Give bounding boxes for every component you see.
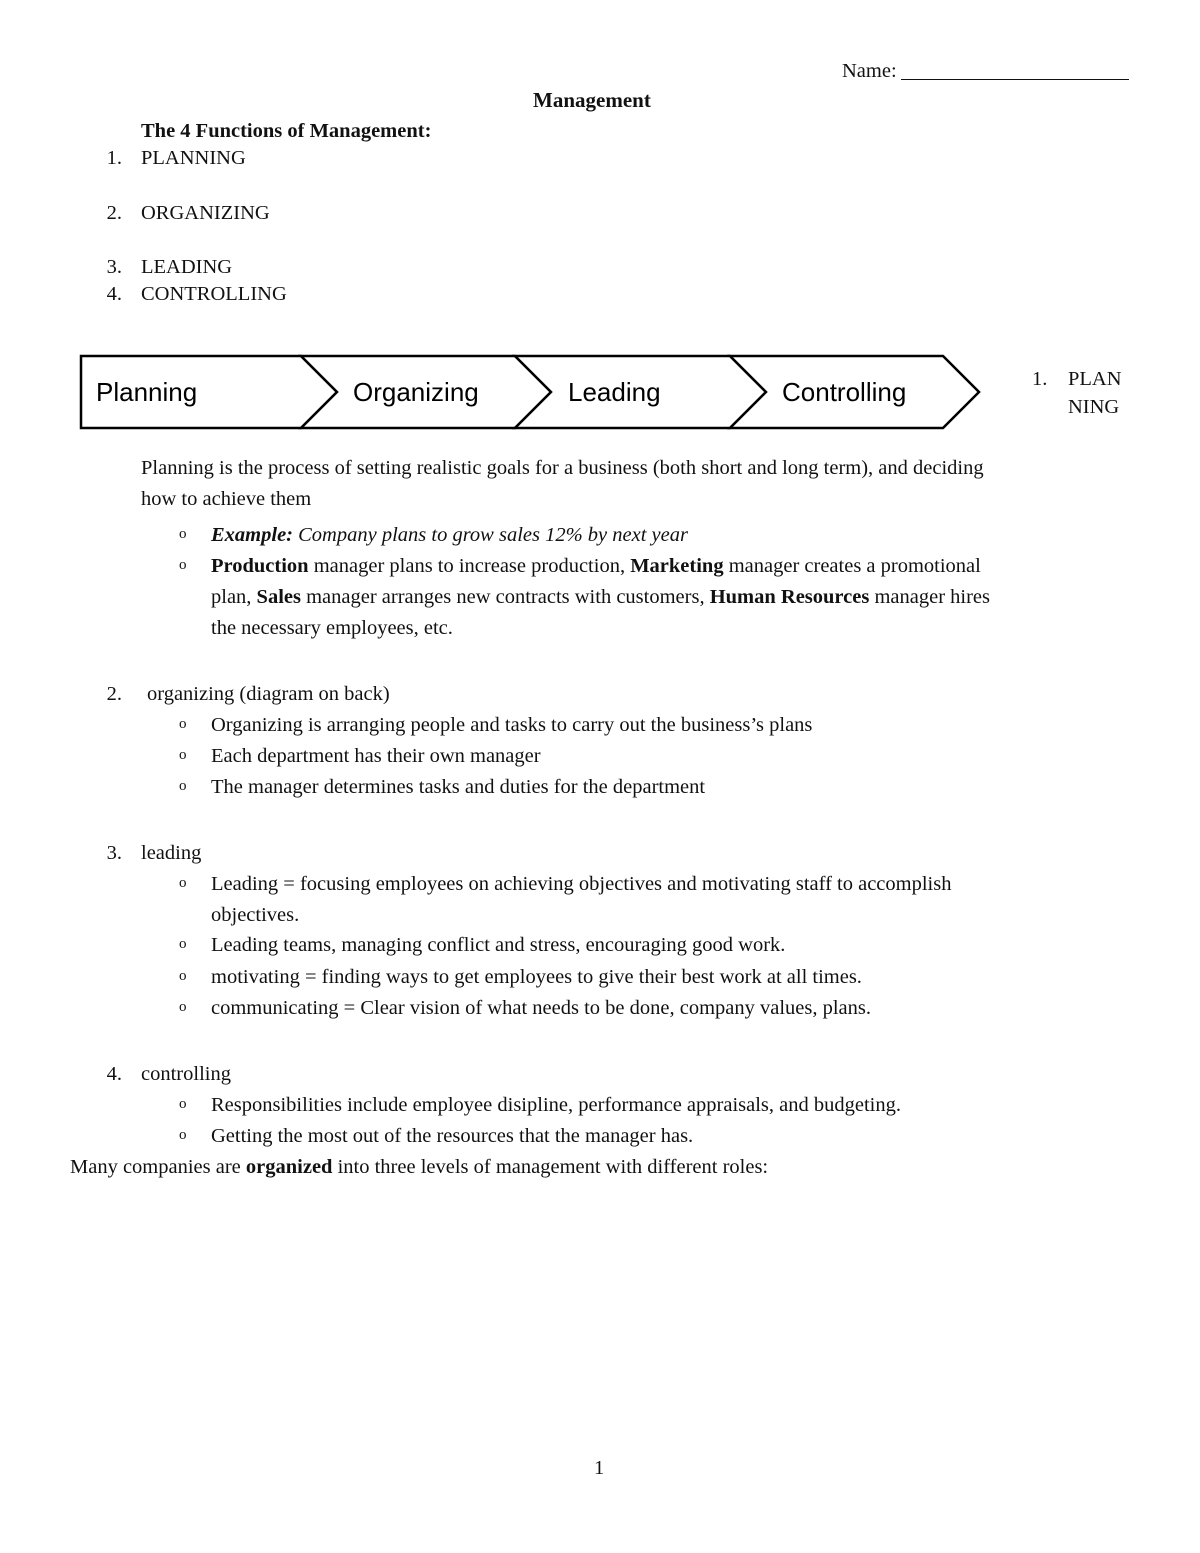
leading-bullet-3: motivating = finding ways to get employees to give their best work at all times.	[211, 966, 862, 988]
chevron-label-controlling: Controlling	[782, 377, 907, 407]
function-item-text: CONTROLLING	[141, 283, 287, 305]
function-item-num: 1.	[106, 147, 122, 169]
role-hr: Human Resources	[709, 586, 870, 608]
function-item-1	[0, 143, 600, 174]
bullet-marker: o	[179, 999, 187, 1015]
section-leading	[0, 838, 600, 869]
section-num: 3.	[106, 842, 122, 864]
chevron-label-planning: Planning	[96, 377, 198, 407]
planning-roles-line-2	[211, 582, 990, 613]
planning-description-line-2: how to achieve them	[141, 488, 312, 510]
bullet-marker: o	[179, 936, 187, 952]
planning-roles	[211, 551, 990, 644]
leading-bullet-2: Leading teams, managing conflict and stress, encouraging good work.	[211, 934, 786, 956]
planning-roles-line-3: the necessary employees, etc.	[211, 617, 453, 639]
side-heading-line-2: NING	[1068, 396, 1120, 418]
bullet-marker: o	[179, 968, 187, 984]
closing-sentence	[70, 1152, 768, 1183]
organizing-bullet-3: The manager determines tasks and duties for the department	[211, 776, 706, 798]
page-title: Management	[533, 88, 651, 112]
organizing-bullet-2: Each department has their own manager	[211, 745, 541, 767]
function-item-text: PLANNING	[141, 147, 246, 169]
function-item-4	[0, 279, 600, 310]
role-marketing: Marketing	[630, 555, 724, 577]
leading-bullet-1	[211, 869, 951, 931]
bullet-marker: o	[179, 716, 187, 732]
section-num: 4.	[106, 1063, 122, 1085]
section-organizing	[0, 679, 1100, 710]
function-item-num: 2.	[106, 202, 122, 224]
role-text: manager arranges new contracts with customers,	[300, 586, 710, 608]
role-text: manager creates a promotional	[723, 555, 981, 577]
role-text: plan,	[211, 586, 257, 608]
side-heading-line-1: PLAN	[1068, 368, 1122, 390]
function-item-num: 3.	[106, 256, 122, 278]
planning-example	[211, 520, 688, 551]
side-heading-planning	[1032, 364, 1152, 426]
function-item-text: LEADING	[141, 256, 233, 278]
function-item-2	[0, 198, 600, 229]
side-heading-num: 1.	[1032, 368, 1048, 390]
role-text: manager plans to increase production,	[308, 555, 631, 577]
role-text: manager hires	[869, 586, 991, 608]
section-heading-controlling: controlling	[141, 1063, 231, 1085]
name-field	[842, 56, 1129, 87]
name-label: Name:	[842, 60, 897, 82]
page-number: 1	[594, 1457, 605, 1479]
closing-bold: organized	[245, 1156, 333, 1178]
controlling-bullet-1: Responsibilities include employee disipline, performance appraisals, and budgeting.	[211, 1094, 901, 1116]
chevron-label-leading: Leading	[568, 377, 661, 407]
chevron-label-organizing: Organizing	[353, 377, 479, 407]
leading-bullet-1-line-2: objectives.	[211, 904, 300, 926]
section-heading-leading: leading	[141, 842, 202, 864]
functions-heading: The 4 Functions of Management:	[141, 120, 432, 142]
section-controlling	[0, 1059, 600, 1090]
bullet-marker: o	[179, 1096, 187, 1112]
process-diagram	[0, 350, 1000, 434]
example-label: Example:	[211, 524, 293, 546]
bullet-marker: o	[179, 875, 187, 891]
closing-text: Many companies are	[70, 1156, 246, 1178]
bullet-marker: o	[179, 557, 187, 573]
organizing-bullet-1: Organizing is arranging people and tasks to carry out the business’s plans	[211, 714, 813, 736]
example-text: Company plans to grow sales 12% by next year	[293, 524, 688, 546]
planning-roles-line-1	[211, 551, 990, 582]
bullet-marker: o	[179, 1127, 187, 1143]
role-production: Production	[211, 555, 309, 577]
section-num: 2.	[106, 683, 122, 705]
bullet-marker: o	[179, 778, 187, 794]
leading-bullet-1-line-1: Leading = focusing employees on achieving objectives and motivating staff to accomplish	[211, 873, 952, 895]
role-sales: Sales	[256, 586, 301, 608]
leading-bullet-4: communicating = Clear vision of what needs to be done, company values, plans.	[211, 997, 872, 1019]
planning-description-line-1: Planning is the process of setting realistic goals for a business (both short and long term), and deciding	[141, 457, 984, 479]
name-blank-line	[901, 61, 1129, 80]
controlling-bullet-2: Getting the most out of the resources that the manager has.	[211, 1125, 694, 1147]
closing-text: into three levels of management with different roles:	[332, 1156, 769, 1178]
function-item-num: 4.	[106, 283, 122, 305]
function-item-text: ORGANIZING	[141, 202, 270, 224]
bullet-marker: o	[179, 526, 187, 542]
section-heading-organizing: organizing (diagram on back)	[147, 683, 390, 705]
bullet-marker: o	[179, 747, 187, 763]
